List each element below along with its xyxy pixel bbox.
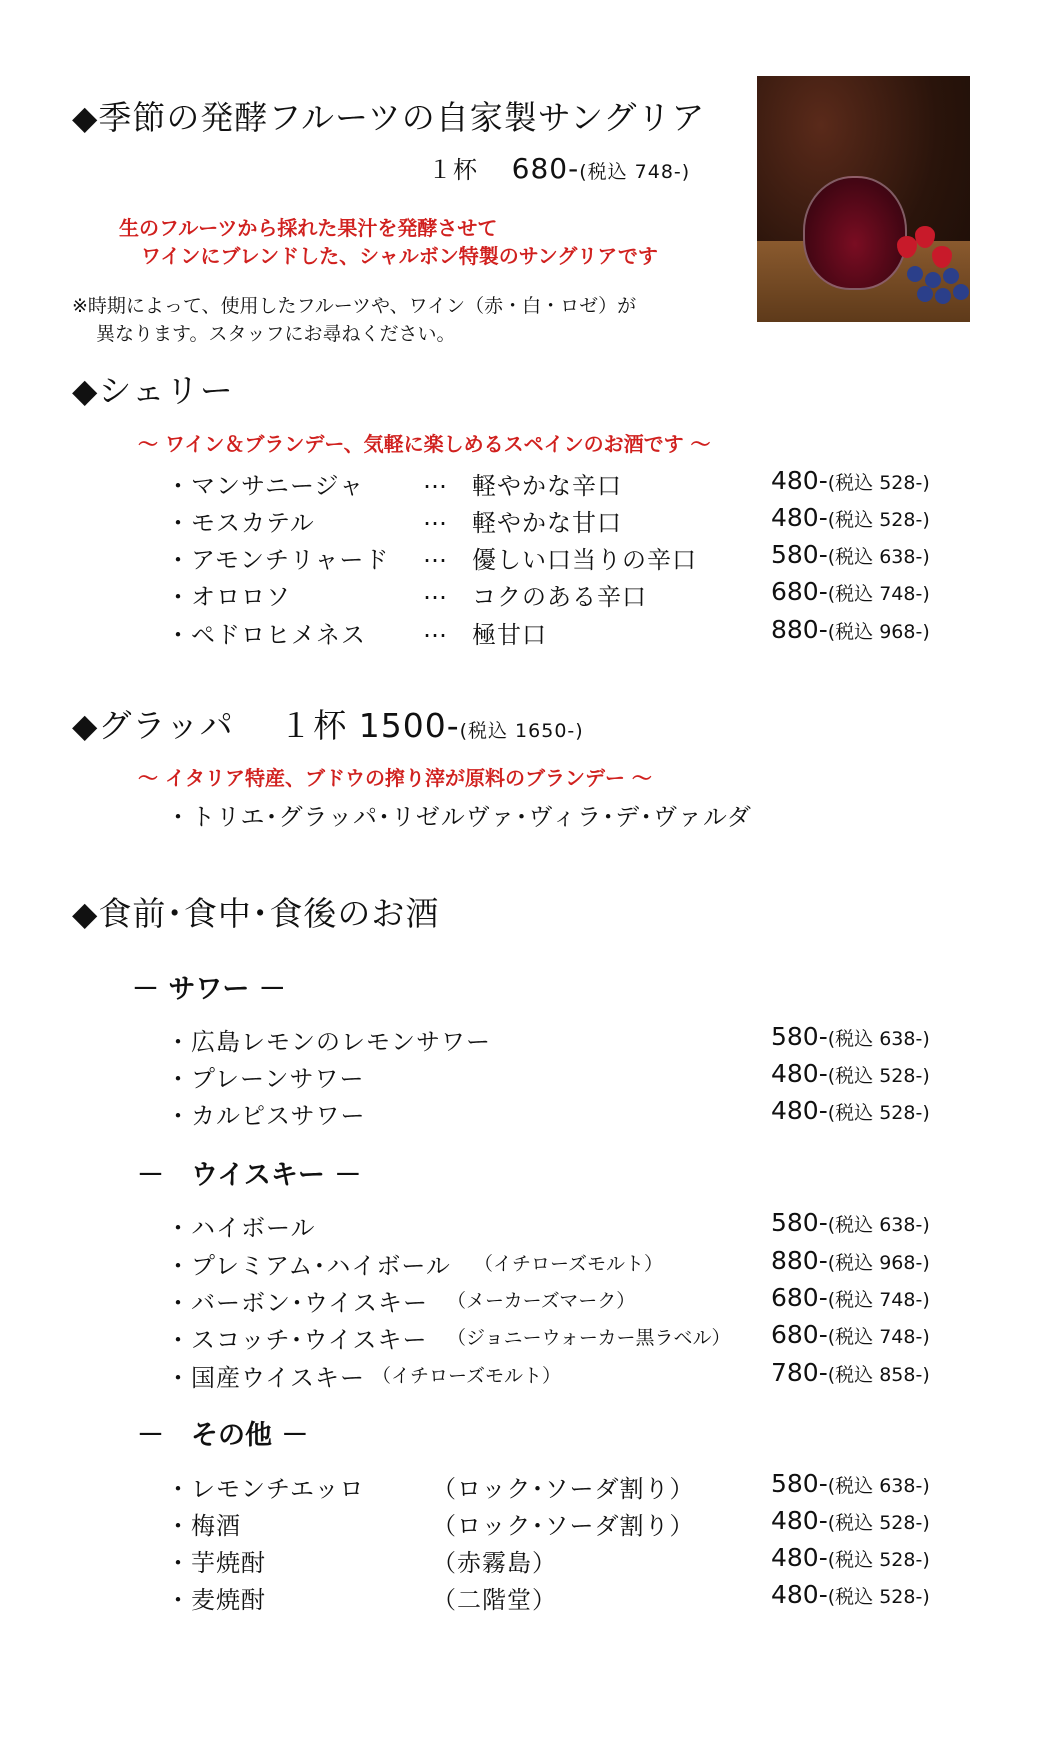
sherry-dots: …: [423, 503, 448, 531]
whisky-name: ・国産ウイスキー: [166, 1364, 366, 1392]
sherry-name: ・ペドロヒメネス: [166, 621, 366, 649]
sangria-note-2: 異なります。スタッフにお尋ねください。: [96, 323, 456, 345]
whisky-name: ・スコッチ･ウイスキー: [166, 1326, 428, 1354]
blueberry: [907, 266, 923, 282]
price-tax: (税込 638-): [827, 546, 930, 568]
price: [771, 1283, 930, 1312]
blueberry: [935, 288, 951, 304]
price: [771, 1096, 930, 1125]
price-value: 780-: [771, 1358, 828, 1387]
grappa-title-row: [72, 700, 584, 747]
sangria-desc-1: 生のフルーツから採れた果汁を発酵させて: [119, 216, 498, 240]
sangria-qty: １杯: [428, 156, 478, 184]
sour-name: ・広島レモンのレモンサワー: [166, 1028, 491, 1056]
price: [771, 1208, 930, 1237]
price: [771, 1580, 930, 1609]
sangria-title: ◆季節の発酵フルーツの自家製サングリア: [72, 98, 706, 137]
grappa-tax: (税込 1650-): [459, 720, 584, 742]
price: [771, 1059, 930, 1088]
price-value: 480-: [771, 1580, 828, 1609]
sherry-desc: 軽やかな甘口: [472, 509, 622, 537]
sherry-desc: 極甘口: [472, 621, 547, 649]
sherry-desc: 軽やかな辛口: [472, 472, 622, 500]
grappa-qty: １杯: [279, 706, 348, 745]
blueberry: [953, 284, 969, 300]
price-value: 880-: [771, 1246, 828, 1275]
grappa-tagline: ～ イタリア特産、ブドウの搾り滓が原料のブランデー ～: [138, 766, 652, 790]
other-name: ・麦焼酎: [166, 1586, 266, 1614]
sour-name: ・プレーンサワー: [166, 1065, 365, 1093]
price-tax: (税込 968-): [827, 621, 930, 643]
other-name: ・芋焼酎: [166, 1549, 266, 1577]
price-tax: (税込 528-): [827, 1102, 930, 1124]
price-value: 480-: [771, 1096, 828, 1125]
whisky-name: ・プレミアム･ハイボール: [166, 1252, 451, 1280]
whisky-note: （イチローズモルト）: [372, 1365, 562, 1387]
other-note: （赤霧島）: [432, 1549, 557, 1577]
price: [771, 1022, 930, 1051]
sour-title: － サワー －: [132, 974, 286, 1005]
grappa-item: ・トリエ･グラッパ･リゼルヴァ･ヴィラ･デ･ヴァルダ: [166, 803, 752, 831]
sangria-desc-2: ワインにブレンドした、シャルボン特製のサングリアです: [141, 244, 658, 268]
price-value: 580-: [771, 1208, 828, 1237]
grappa-title: ◆グラッパ: [72, 706, 234, 745]
price: [771, 1543, 930, 1572]
sangria-glass: [803, 176, 907, 290]
price: [771, 1506, 930, 1535]
price-value: 680-: [771, 577, 828, 606]
other-name: ・レモンチエッロ: [166, 1475, 365, 1503]
price-value: 680-: [771, 1283, 828, 1312]
price: [771, 615, 930, 644]
price: [771, 540, 930, 569]
price: [771, 1469, 930, 1498]
price-tax: (税込 528-): [827, 472, 930, 494]
whisky-title: － ウイスキー －: [137, 1160, 362, 1191]
price: [771, 1358, 930, 1387]
price-tax: (税込 528-): [827, 509, 930, 531]
sangria-note-1: ※時期によって、使用したフルーツや、ワイン（赤・白・ロゼ）が: [72, 295, 637, 317]
price-tax: (税込 528-): [827, 1065, 930, 1087]
price-value: 880-: [771, 615, 828, 644]
other-name: ・梅酒: [166, 1512, 241, 1540]
other-note: （ロック･ソーダ割り）: [432, 1475, 695, 1503]
other-note: （ロック･ソーダ割り）: [432, 1512, 695, 1540]
price-tax: (税込 528-): [827, 1512, 930, 1534]
sherry-name: ・オロロソ: [166, 583, 291, 611]
price-tax: (税込 858-): [827, 1364, 930, 1386]
sherry-dots: …: [423, 615, 448, 643]
sherry-desc: コクのある辛口: [472, 583, 647, 611]
price-value: 480-: [771, 503, 828, 532]
price-tax: (税込 748-): [827, 1326, 930, 1348]
price-value: 480-: [771, 466, 828, 495]
whisky-note: （イチローズモルト）: [474, 1253, 664, 1275]
sangria-tax: (税込 748-): [579, 161, 691, 183]
price: [771, 577, 930, 606]
sangria-photo: [757, 76, 970, 322]
blueberry: [917, 286, 933, 302]
price-tax: (税込 638-): [827, 1475, 930, 1497]
whisky-name: ・ハイボール: [166, 1214, 316, 1242]
price-tax: (税込 528-): [827, 1586, 930, 1608]
sherry-tagline: ～ ワイン＆ブランデー、気軽に楽しめるスペインのお酒です ～: [138, 432, 711, 456]
price: [771, 1320, 930, 1349]
sangria-price: [428, 150, 690, 185]
sherry-name: ・アモンチリャード: [166, 546, 390, 574]
whisky-note: （ジョニーウォーカー黒ラベル）: [447, 1327, 731, 1349]
other-title: － その他 －: [137, 1420, 309, 1451]
price-value: 580-: [771, 540, 828, 569]
whisky-note: （メーカーズマーク）: [447, 1290, 636, 1312]
drinks-title: ◆食前･食中･食後のお酒: [72, 894, 440, 933]
sangria-price-value: 680-: [511, 152, 580, 185]
sherry-name: ・マンサニージャ: [166, 472, 365, 500]
grappa-price: 1500-: [358, 706, 460, 745]
price-tax: (税込 968-): [827, 1252, 930, 1274]
price-value: 680-: [771, 1320, 828, 1349]
price-value: 580-: [771, 1022, 828, 1051]
price-value: 480-: [771, 1059, 828, 1088]
sherry-title: ◆シェリー: [72, 371, 234, 410]
price-value: 580-: [771, 1469, 828, 1498]
blueberry: [943, 268, 959, 284]
price-tax: (税込 638-): [827, 1214, 930, 1236]
price-tax: (税込 748-): [827, 583, 930, 605]
sherry-desc: 優しい口当りの辛口: [472, 546, 697, 574]
price-tax: (税込 748-): [827, 1289, 930, 1311]
price: [771, 503, 930, 532]
other-note: （二階堂）: [432, 1586, 557, 1614]
price: [771, 1246, 930, 1275]
whisky-name: ・バーボン･ウイスキー: [166, 1289, 429, 1317]
sour-name: ・カルピスサワー: [166, 1102, 366, 1130]
price-value: 480-: [771, 1506, 828, 1535]
sherry-name: ・モスカテル: [166, 509, 315, 537]
price-value: 480-: [771, 1543, 828, 1572]
price: [771, 466, 930, 495]
sherry-dots: …: [423, 577, 448, 605]
price-tax: (税込 528-): [827, 1549, 930, 1571]
sherry-dots: …: [423, 466, 448, 494]
sherry-dots: …: [423, 540, 448, 568]
price-tax: (税込 638-): [827, 1028, 930, 1050]
